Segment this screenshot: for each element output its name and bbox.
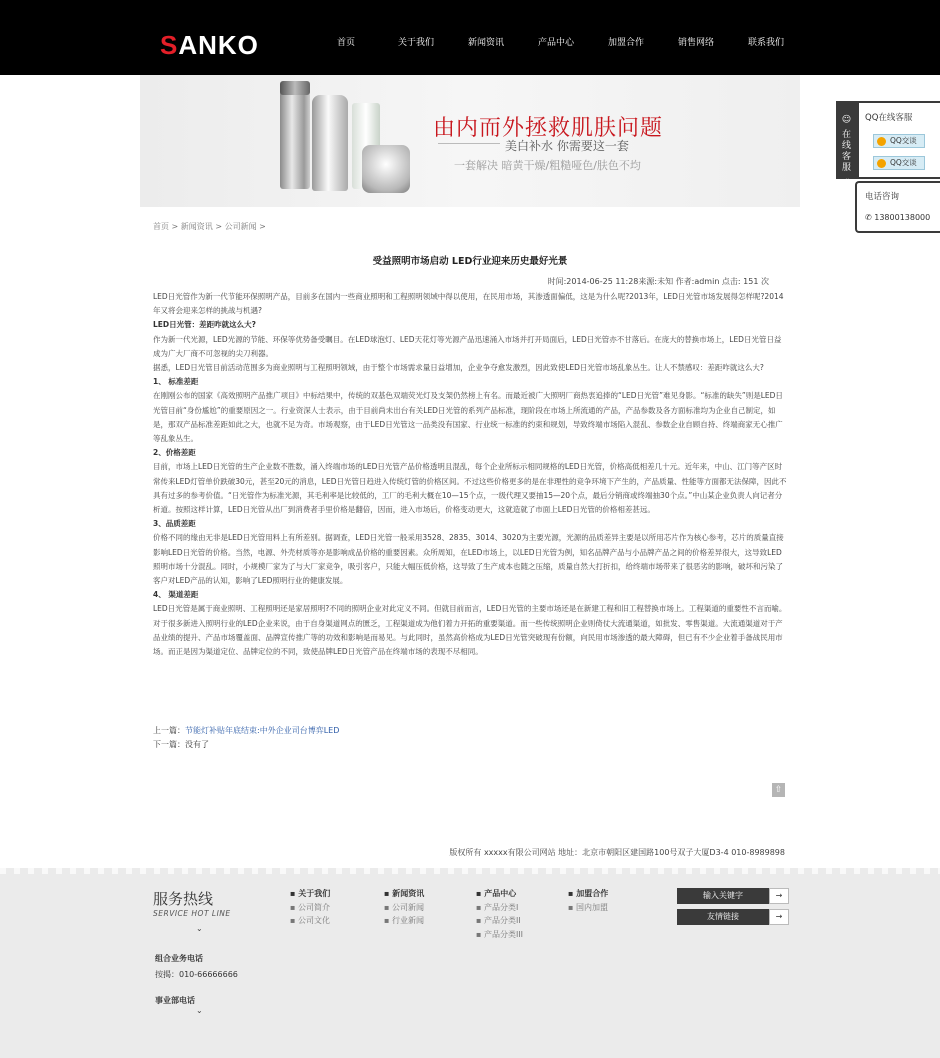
breadcrumb-separator: > <box>215 222 223 231</box>
arrow-right-icon: → <box>769 909 789 925</box>
prev-article <box>153 725 339 736</box>
footer-col-title[interactable]: ▪ 产品中心 <box>476 889 517 898</box>
footer-col-join <box>568 888 608 914</box>
article-subheading: 1、 标准差距 <box>153 377 199 387</box>
banner-divider <box>438 143 500 144</box>
chevron-down-icon[interactable]: ⌄ <box>196 924 203 933</box>
article-subheading: LED日光管：差距咋就这么大? <box>153 320 256 330</box>
arrow-right-icon: → <box>769 888 789 904</box>
breadcrumb-separator: > <box>259 222 266 231</box>
article-body <box>153 290 788 659</box>
footer-col-about <box>290 888 330 928</box>
article-subheading: 4、 渠道差距 <box>153 590 199 600</box>
footer-link[interactable]: ▪ 产品分类II <box>476 916 521 926</box>
banner-subline: 美白补水 你需要这一套 <box>505 139 629 153</box>
footer-torn-edge <box>0 868 940 874</box>
hotline-subtitle: SERVICE HOT LINE <box>153 909 231 918</box>
article-paragraph: 价格不同的缘由无非是LED日光管用料上有所差别。据调查，LED日光管一般采用3528、2835、3014、3020为主要光源，光源的品质差异主要是以所用芯片作为核心参考，芯片的质量直接影响LED日光管的价格。当然，电源、外壳材质等亦是影响成品价格的重要因素。众所周知，在LED市场上，以LED日光管为例，知名品牌产品与小品牌产品之间的价格差异很大，这导致LED照明市场十分混乱。同时，小规模厂家为了与大厂家竞争，吸引客户，只能大幅压低价格，这导致了生产成本也随之压缩，质量自然大打折扣，给终端市场带来了很恶劣的影响，破坏和污染了客户对LED产品的认知，影响了LED照明行业的健康发展。 <box>153 533 784 586</box>
article-subheading: 3、品质差距 <box>153 519 196 529</box>
qq-chat-button[interactable]: QQ交谈 <box>873 156 925 170</box>
friend-links-button[interactable] <box>677 909 789 925</box>
article-paragraph: 作为新一代光源，LED光源的节能、环保等优势备受瞩目。在LED球泡灯、LED天花灯等光源产品迅速涌入市场并打开局面后，LED日光管亦不甘落后。在庞大的替换市场上，LED日光管日益成为广大厂商不可忽视的尖刀利器。 <box>153 334 782 358</box>
footer-col-title[interactable]: ▪ 新闻资讯 <box>384 889 425 898</box>
nav-home[interactable]: 首页 <box>337 38 356 48</box>
site-footer <box>0 868 940 1058</box>
phone-icon: ✆ <box>865 213 872 222</box>
keyword-search-button[interactable] <box>677 888 789 904</box>
footer-link[interactable]: ▪ 产品分类III <box>476 929 524 939</box>
qq-icon <box>877 159 886 168</box>
user-group-icon: ☺ <box>841 115 852 125</box>
service-tab-label: 在线客服 <box>841 130 851 173</box>
article-title: 受益照明市场启动 LED行业迎来历史最好光景 <box>372 256 568 267</box>
article-meta: 时间:2014-06-25 11:28来源:未知 作者:admin 点击: 151 次 <box>547 277 769 286</box>
nav-products[interactable]: 产品中心 <box>538 38 575 48</box>
phone-consult-number: ✆ 13800138000 <box>865 213 931 222</box>
footer-link[interactable]: ▪ 产品分类I <box>476 903 519 912</box>
phone-consult-title: 电话咨询 <box>865 192 900 202</box>
phone-consult-box <box>855 181 940 233</box>
footer-col-news <box>384 888 424 928</box>
qq-icon <box>877 137 886 146</box>
article-paragraph: LED日光管作为新一代节能环保照明产品，目前多在国内一些商业照明和工程照明领域中得以使用，在民用市场，其渗透面偏低，这是为什么呢?2013年，LED日光管市场发展得怎样呢?2014年又将会迎来怎样的挑战与机遇? <box>153 292 784 316</box>
keyword-search-label: 输入关键字 <box>677 888 769 904</box>
friend-links-label: 友情链接 <box>677 909 769 925</box>
qq-chat-button[interactable]: QQ交谈 <box>873 134 925 148</box>
footer-link[interactable]: ▪ 国内加盟 <box>568 903 608 912</box>
footer-col-products <box>476 888 523 941</box>
copyright: 版权所有 xxxxx有限公司网站 地址：北京市朝阳区建国路100号双子大厦D3-4 010-8989898 <box>449 848 785 857</box>
phone-group-title: 组合业务电话 <box>155 954 203 963</box>
next-article-text: 没有了 <box>185 740 209 749</box>
banner-headline: 由内而外拯救肌肤问题 <box>433 116 664 141</box>
product-jar-image <box>362 145 410 193</box>
phone-line: 按揭：010-66666666 <box>155 970 238 979</box>
article-paragraph: 在刚刚公布的国家《高效照明产品推广项目》中标结果中，传统的双基色双端荧光灯及支架仍然榜上有名。而最近被广大照明厂商热衷追捧的“LED日光管”难见身影。“标准的缺失”则是LED日光管目前“身份尴尬”的重要原因之一。行业资深人士表示，由于目前尚未出台有关LED日光管的系列产品标准，现阶段在市场上所流通的产品，产品参数及各方面标准均为企业自己制定，如是，那双产品标准差距如此之大，也就不足为奇。市场观察，由于LED日光管这一品类没有国家、行业统一标准的约束和规划，导致终端市场陷入混乱、参数企业自顾自持、终端商家无心推广等乱象丛生。 <box>153 391 783 444</box>
hotline-title: 服务热线 <box>153 890 214 908</box>
banner <box>140 75 800 207</box>
site-header <box>0 0 940 75</box>
nav-contact[interactable]: 联系我们 <box>748 38 785 48</box>
qq-service-box <box>857 101 940 179</box>
article-subheading: 2、价格差距 <box>153 448 196 458</box>
footer-link[interactable]: ▪ 公司简介 <box>290 903 330 912</box>
breadcrumb-company-news[interactable]: 公司新闻 <box>224 222 257 231</box>
breadcrumb-news[interactable]: 新闻资讯 <box>180 222 213 231</box>
footer-col-title[interactable]: ▪ 加盟合作 <box>568 889 609 898</box>
article-paragraph: 目前，市场上LED日光管的生产企业数不胜数，涌入终端市场的LED日光管产品价格透明且混乱，每个企业所标示相同规格的LED日光管，价格高低相差几十元。近年来，中山、江门等产区时常传来LED灯管单价跌破30元，甚至20元的消息，LED日光管日趋进入传统灯管的价格区间。不过这些价格更多的是在非理性的竞争环境下产生的，产品质量、性能等方面都无法保障，因此不具有过多的参考价值。“日光管作为标准光源，其毛利率是比较低的，工厂的毛利大概在10—15个点，一级代理又要抽15—20个点，最后分销商或终端抽30个点。”中山某企业负责人向记者分析道。按照这样计算，LED日光管从出厂到消费者手里价格是翻倍，因而，进入市场后，价格变动更大，这就造就了市面上LED日光管的价格相差甚远。 <box>153 462 787 515</box>
qq-service-title: QQ在线客服 <box>865 113 913 123</box>
prev-article-link[interactable]: 节能灯补贴年底结束:中外企业司台博弈LED <box>185 726 340 735</box>
article-paragraph: 据悉，LED日光管目前活动范围多为商业照明与工程照明领域，由于整个市场需求量日益增加，企业争夺愈发激烈，因此致使LED日光管市场乱象丛生。让人不禁感叹：差距咋就这么大? <box>153 363 764 373</box>
dept-phone-title: 事业部电话 <box>155 996 195 1005</box>
nav-sales[interactable]: 销售网络 <box>678 38 715 48</box>
breadcrumb-separator: > <box>171 222 179 231</box>
product-bottle-image <box>312 95 348 191</box>
product-bottle-image <box>280 87 310 189</box>
footer-link[interactable]: ▪ 行业新闻 <box>384 916 424 926</box>
prev-label: 上一篇： <box>153 726 185 735</box>
logo[interactable]: SANKO <box>160 30 259 60</box>
chevron-down-icon[interactable]: ⌄ <box>196 1006 203 1015</box>
collapse-icon[interactable]: « <box>843 176 850 186</box>
nav-news[interactable]: 新闻资讯 <box>468 38 505 48</box>
breadcrumb <box>153 221 266 232</box>
breadcrumb-home[interactable]: 首页 <box>153 222 169 231</box>
nav-about[interactable]: 关于我们 <box>398 38 435 48</box>
footer-col-title[interactable]: ▪ 关于我们 <box>290 889 331 898</box>
service-tab[interactable] <box>836 101 857 186</box>
online-service-panel <box>836 101 940 233</box>
next-article <box>153 739 209 750</box>
next-label: 下一篇： <box>153 740 185 749</box>
banner-tagline: 一套解决 暗黄干燥/粗糙哑色/肤色不均 <box>454 159 641 172</box>
nav-join[interactable]: 加盟合作 <box>608 38 645 48</box>
article-paragraph: LED日光管是属于商业照明、工程照明还是家居照明?不同的照明企业对此定义不同。但就目前而言，LED日光管的主要市场还是在新建工程和旧工程替换市场上。工程渠道的重要性不言而喻。对于很多新进入照明行业的LED企业来说，由于自身渠道网点的匮乏，工程渠道成为他们着力开拓的重要渠道。而一些传统照明企业则倚仗大流通渠道，如批发、零售渠道。大流通渠道对于产品业绩的提升、产品市场覆盖面、品牌宣传推广等的功效和影响是而易见。与此同时，虽然高价格成为LED日光管突破现有份额，向民用市场渗透的最大障碍，但已有不少企业着手备战民用市场。而正是因为渠道定位、品牌定位的不同，致使品牌LED日光管产品在终端市场的表现不尽相同。 <box>153 604 787 657</box>
footer-link[interactable]: ▪ 公司新闻 <box>384 903 424 912</box>
footer-link[interactable]: ▪ 公司文化 <box>290 916 330 926</box>
back-to-top-button[interactable]: ⇧ <box>772 783 785 797</box>
